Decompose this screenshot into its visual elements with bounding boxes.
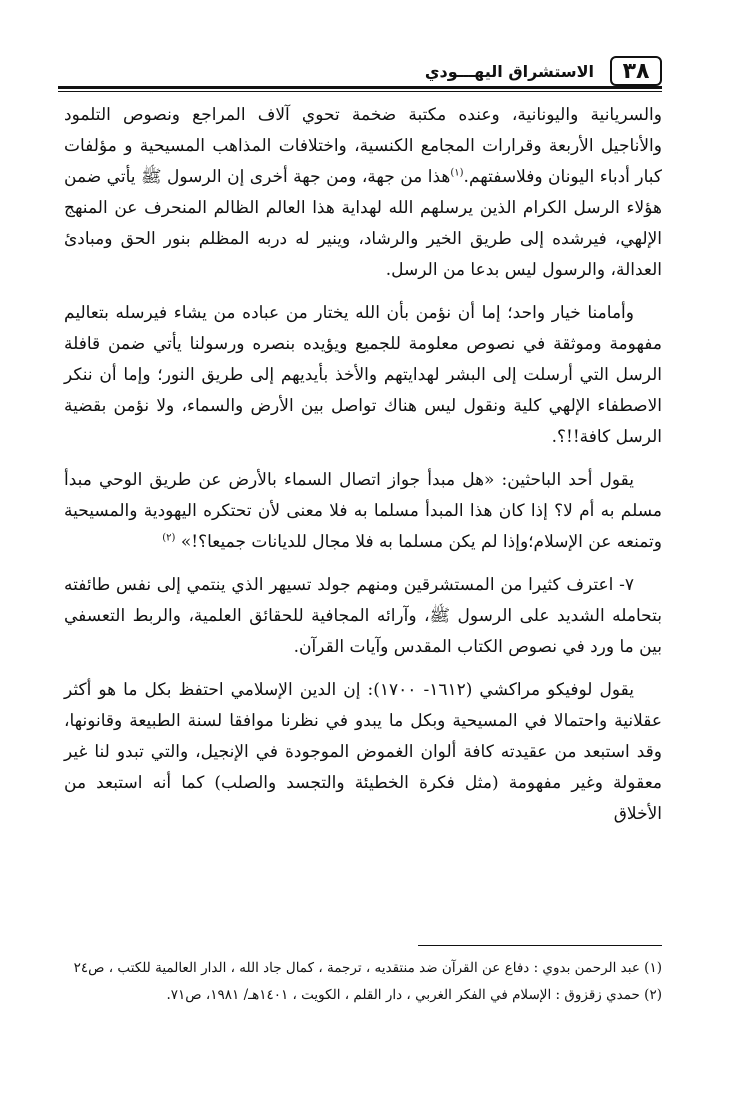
footnote-ref-2: (٢) xyxy=(162,532,176,544)
paragraph-3 xyxy=(64,465,662,558)
main-text xyxy=(64,100,662,830)
footnote-1: (١) عبد الرحمن بدوي : دفاع عن القرآن ضد منتقديه ، ترجمة ، كمال جاد الله ، الدار العالمية للكتب ، ص٢٤ xyxy=(73,960,662,976)
footnote-separator xyxy=(418,945,662,946)
page-number: ٣٨ xyxy=(610,56,662,86)
footnote-2: (٢) حمدي زقزوق : الإسلام في الفكر الغربي ، دار القلم ، الكويت ، ١٤٠١هـ/ ١٩٨١، ص٧١. xyxy=(166,987,662,1003)
running-title: الاستشراق اليهـــودي xyxy=(424,62,594,81)
paragraph-3-text: يقول أحد الباحثين: «هل مبدأ جواز اتصال السماء بالأرض عن طريق الوحي مبدأ مسلم به أم لا؟ إذا كان هذا المبدأ مسلما به فلا معنى لأن تحتكره اليهودية والمسيحية وتمنعه عن الإسلام؛وإذا لم يكن مسلما به فلا مجال للديانات جميعا؟!» xyxy=(64,470,662,552)
paragraph-1-continued: هذا من جهة، ومن جهة أخرى إن الرسول ﷺ يأتي ضمن هؤلاء الرسل الكرام الذين يرسلهم الله لهداية هذا العالم الظالم المنحرف عن المنهج الإلهي، فيرشده إلى طريق الخير والرشاد، وينير له دربه المظلم بنور الحق ومبادئ العدالة، والرسول ليس بدعا من الرسل. xyxy=(64,167,662,280)
paragraph-5: يقول لوفيكو مراكشي (١٦١٢- ١٧٠٠): إن الدين الإسلامي احتفظ بكل ما هو أكثر عقلانية واحتمالا في المسيحية وبكل ما يبدو في نظرنا موافقا لسنة الطبيعة وقانونها، وقد استبعد من عقيدته كافة ألوان الغموض الموجودة في الإنجيل، والتي تبدو لنا غير معقولة وغير مفهومة (مثل فكرة الخطيئة والتجسد والصلب) كما أنه استبعد من الأخلاق xyxy=(64,680,662,824)
page-header xyxy=(58,52,662,92)
header-rule xyxy=(58,86,662,89)
header-rule-thin xyxy=(58,91,662,92)
paragraph-4: ٧- اعترف كثيرا من المستشرقين ومنهم جولد تسيهر الذي ينتمي إلى نفس طائفته بتحامله الشديد على الرسول ﷺ، وآرائه المجافية للحقائق العلمية، والربط التعسفي بين ما ورد في نصوص الكتاب المقدس وآيات القرآن. xyxy=(64,575,662,657)
footnotes xyxy=(64,956,662,1010)
paragraph-2: وأمامنا خيار واحد؛ إما أن نؤمن بأن الله يختار من عباده من يشاء فيرسله بتعاليم مفهومة وموثقة في نصوص معلومة للجميع ويؤيده بنصره ورسولنا يأتي ضمن قافلة الرسل التي أرسلت إلى البشر لهدايتهم والأخذ بأيديهم إلى طريق النور؛ وإما أن ننكر الاصطفاء الإلهي كلية ونقول ليس هناك تواصل بين الأرض والسماء، ولا نؤمن بقضية الرسل كافة!!؟. xyxy=(64,303,662,447)
paragraph-1-text: والسريانية واليونانية، وعنده مكتبة ضخمة تحوي آلاف المراجع ونصوص التلمود والأناجيل الأربعة وقرارات المجامع الكنسية، واختلافات المذاهب المسيحية و مؤلفات كبار أدباء اليونان وفلاسفتهم. xyxy=(64,105,662,187)
paragraph-1 xyxy=(64,100,662,286)
footnote-ref-1: (١) xyxy=(450,167,464,179)
